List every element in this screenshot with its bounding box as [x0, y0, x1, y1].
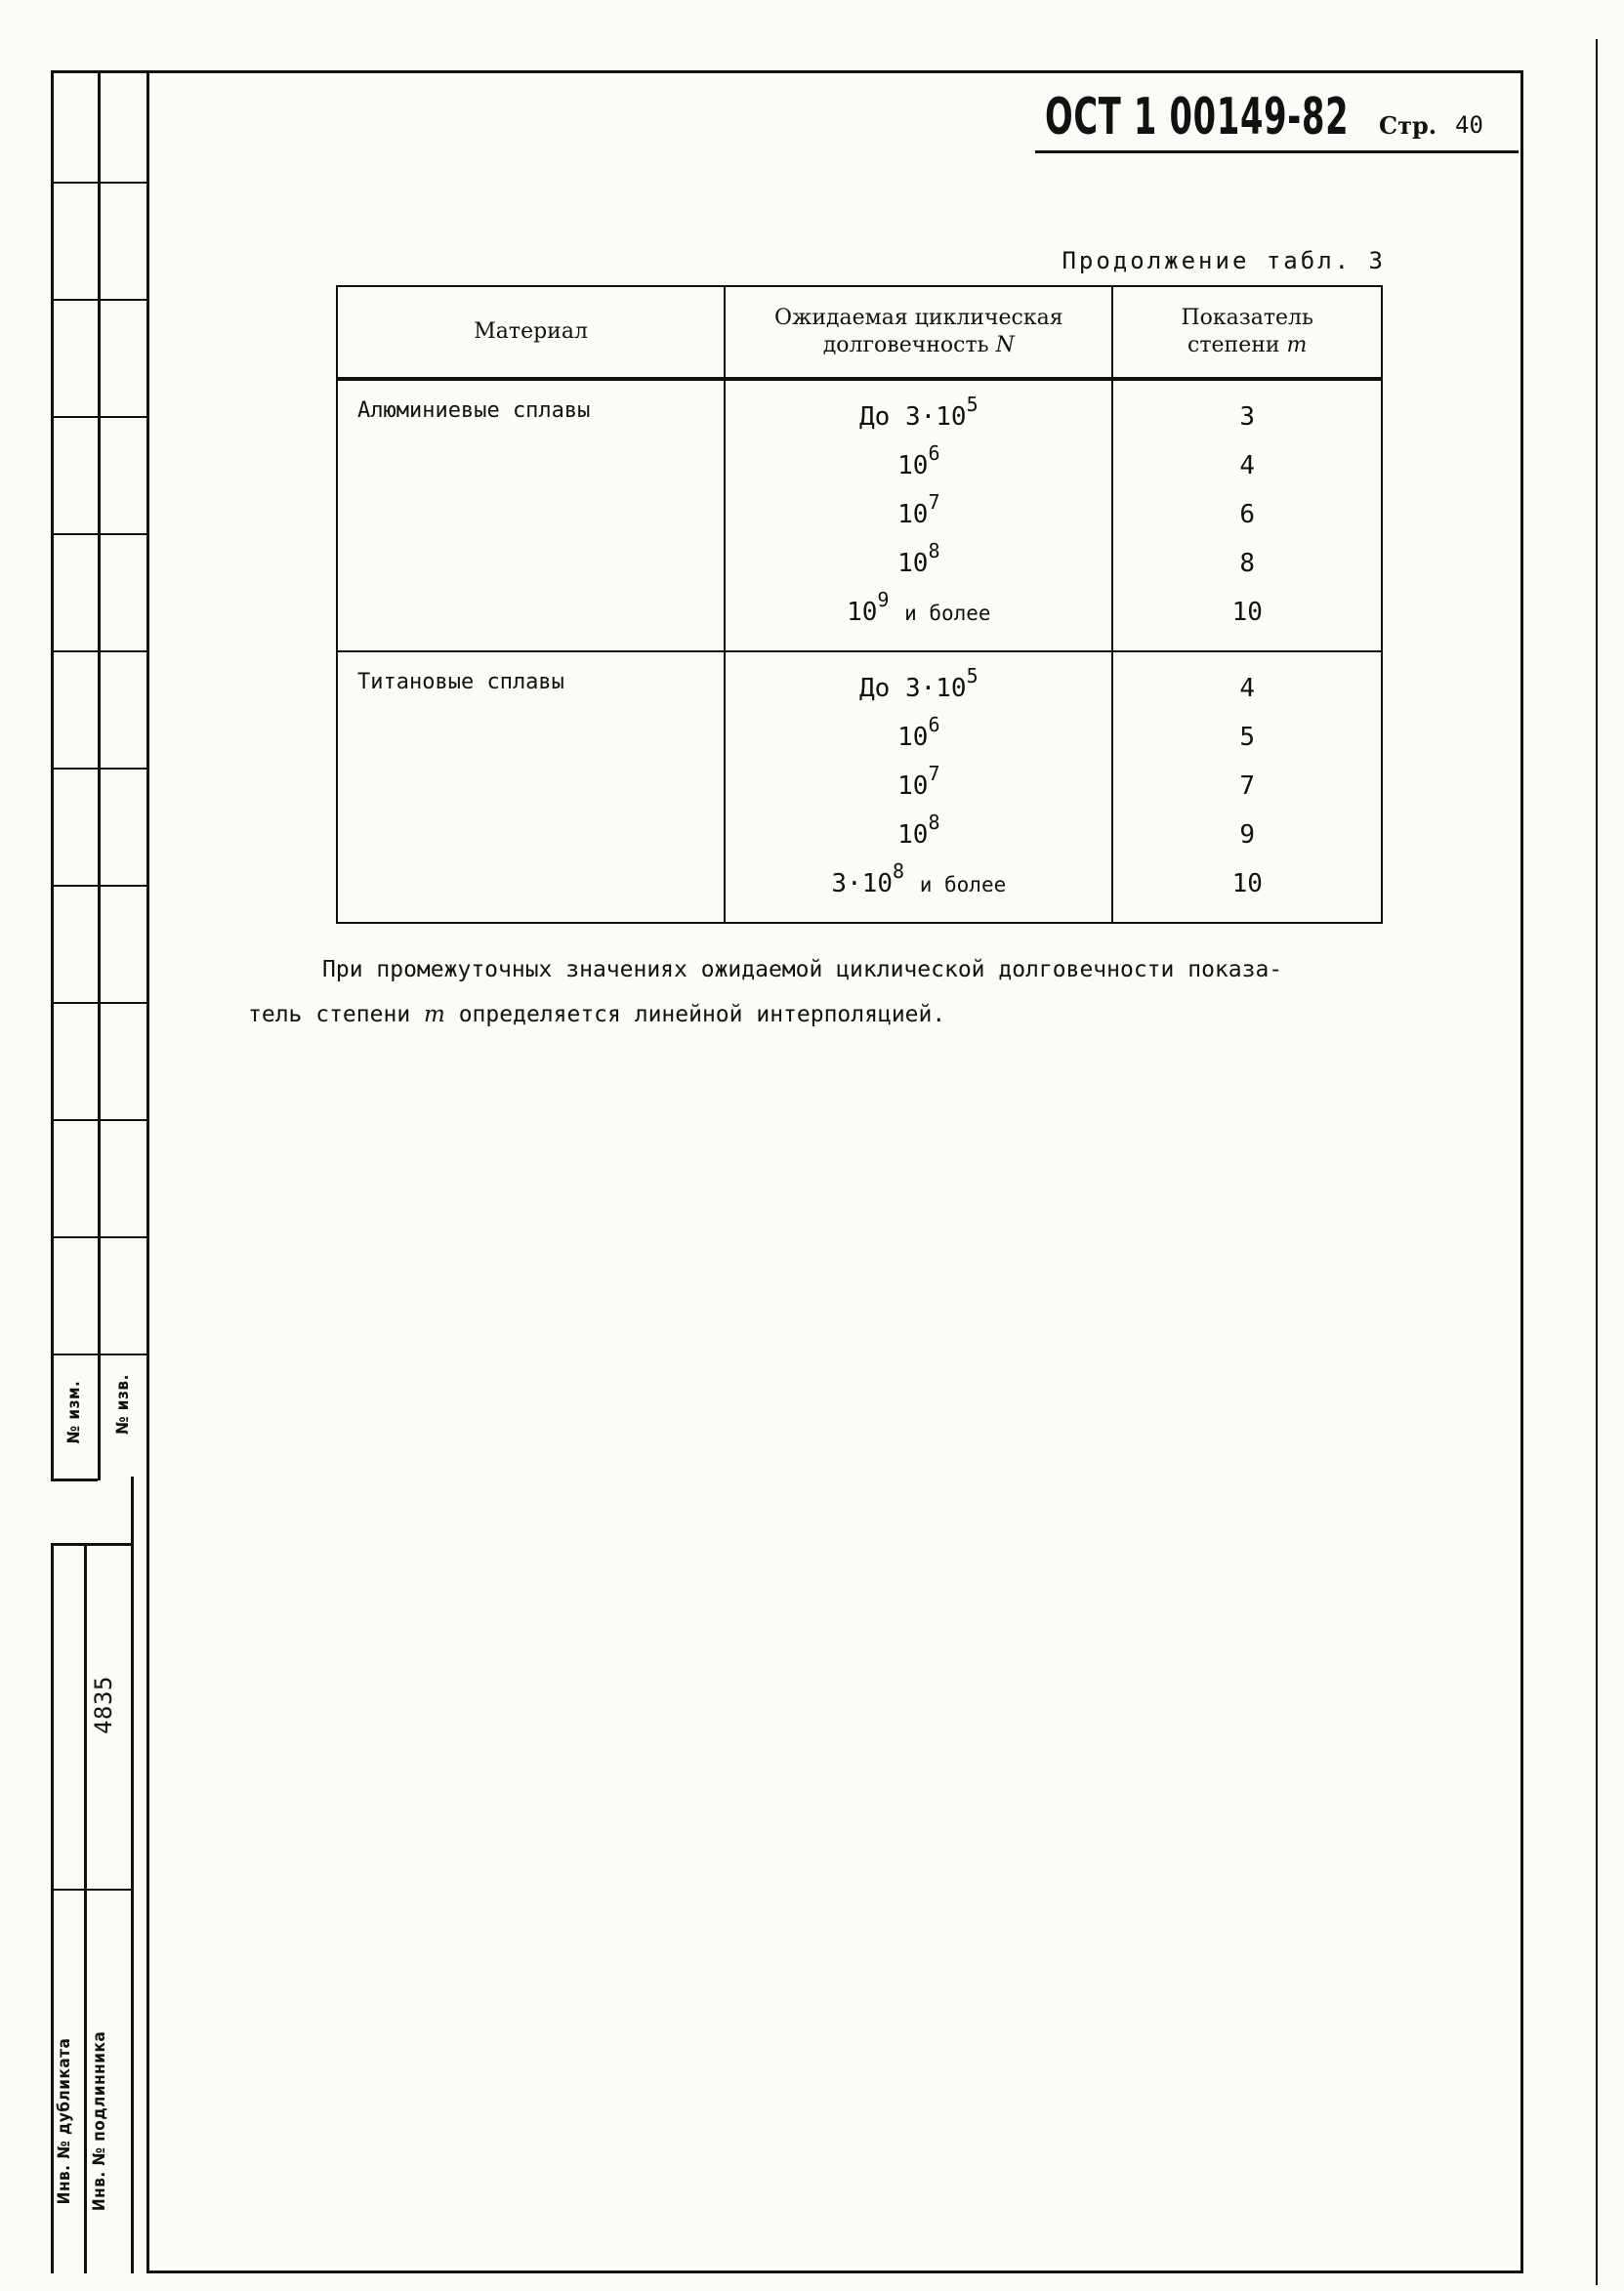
header-material: Материал — [337, 286, 725, 379]
header-durability: Ожидаемая циклическая долговечность N — [725, 286, 1112, 379]
side-strip — [51, 70, 149, 2273]
strip-divider — [51, 533, 148, 535]
durability-value: $10^7$ — [897, 762, 940, 801]
label-dublikat: Инв. № дубликата — [55, 2037, 74, 2205]
exponent-cell — [1112, 379, 1382, 651]
durability-value: До $3\cdot 10^5$ — [859, 664, 979, 703]
strip-inner-line-lower — [131, 1477, 134, 2273]
durability-value: $10^6$ — [897, 441, 940, 480]
strip-divider — [51, 1354, 148, 1355]
strip-divider — [51, 182, 148, 184]
page-label: Стр. — [1379, 111, 1437, 140]
material-cell: Алюминиевые сплавы — [337, 379, 725, 651]
document-header — [1035, 84, 1519, 153]
strip-mid-line-lower — [84, 1543, 87, 2273]
strip-divider — [51, 1002, 148, 1004]
strip-divider — [51, 1543, 133, 1546]
variable-n: N — [995, 333, 1015, 357]
strip-divider — [51, 650, 148, 652]
strip-divider — [51, 416, 148, 418]
strip-outer-line — [51, 70, 54, 1480]
exponent-value: 4 — [1239, 451, 1256, 480]
durability-cell — [725, 651, 1112, 923]
label-izm: № изм. — [64, 1380, 84, 1444]
strip-divider — [51, 768, 148, 770]
label-podlinnik: Инв. № подлинника — [90, 2030, 109, 2212]
variable-m: m — [424, 1002, 445, 1027]
table-caption: Продолжение табл. 3 — [1062, 247, 1386, 274]
exponent-value: 9 — [1239, 820, 1256, 850]
strip-divider — [51, 1479, 98, 1481]
durability-value: $10^6$ — [897, 713, 940, 752]
exponent-value: 10 — [1231, 598, 1263, 627]
strip-divider — [51, 1236, 148, 1238]
table-header-row — [337, 286, 1382, 379]
durability-value: $3\cdot 10^8$ и более — [831, 859, 1007, 898]
inv-number: 4835 — [90, 1676, 117, 1734]
durability-value: $10^9$ и более — [847, 588, 991, 627]
body-paragraph — [250, 947, 1412, 1037]
exponent-value: 7 — [1239, 771, 1256, 801]
durability-value: $10^8$ — [897, 811, 940, 850]
page-number: 40 — [1455, 111, 1483, 139]
exponent-table — [336, 285, 1383, 924]
strip-outer-line-lower — [51, 1543, 54, 2273]
frame-right-edge — [1596, 39, 1598, 2285]
label-izv: № изв. — [113, 1374, 133, 1435]
header-exponent: Показатель степени m — [1112, 286, 1382, 379]
exponent-value: 5 — [1239, 723, 1256, 752]
exponent-cell — [1112, 651, 1382, 923]
durability-value: $10^8$ — [897, 539, 940, 578]
document-number: ОСТ 1 00149-82 — [1045, 88, 1350, 146]
exponent-value: 3 — [1239, 402, 1256, 432]
strip-divider — [51, 885, 148, 887]
strip-divider — [51, 1119, 148, 1121]
exponent-value: 10 — [1231, 869, 1263, 898]
paragraph-line-2: тель степени m определяется линейной интерполяцией. — [248, 1002, 946, 1027]
strip-divider — [51, 299, 148, 301]
durability-value: $10^7$ — [897, 490, 940, 529]
strip-top-line — [51, 70, 148, 73]
durability-value: До $3\cdot 10^5$ — [859, 393, 979, 432]
strip-divider — [51, 1889, 133, 1891]
table-group-aluminium — [337, 379, 1382, 651]
strip-mid-line — [98, 70, 101, 1480]
exponent-value: 6 — [1239, 500, 1256, 529]
exponent-value: 4 — [1239, 674, 1256, 703]
durability-cell — [725, 379, 1112, 651]
paragraph-line-1: При промежуточных значениях ожидаемой циклической долговечности показа- — [322, 957, 1283, 982]
table-group-titanium — [337, 651, 1382, 923]
variable-m: m — [1286, 333, 1308, 357]
material-cell: Титановые сплавы — [337, 651, 725, 923]
exponent-value: 8 — [1239, 549, 1256, 578]
